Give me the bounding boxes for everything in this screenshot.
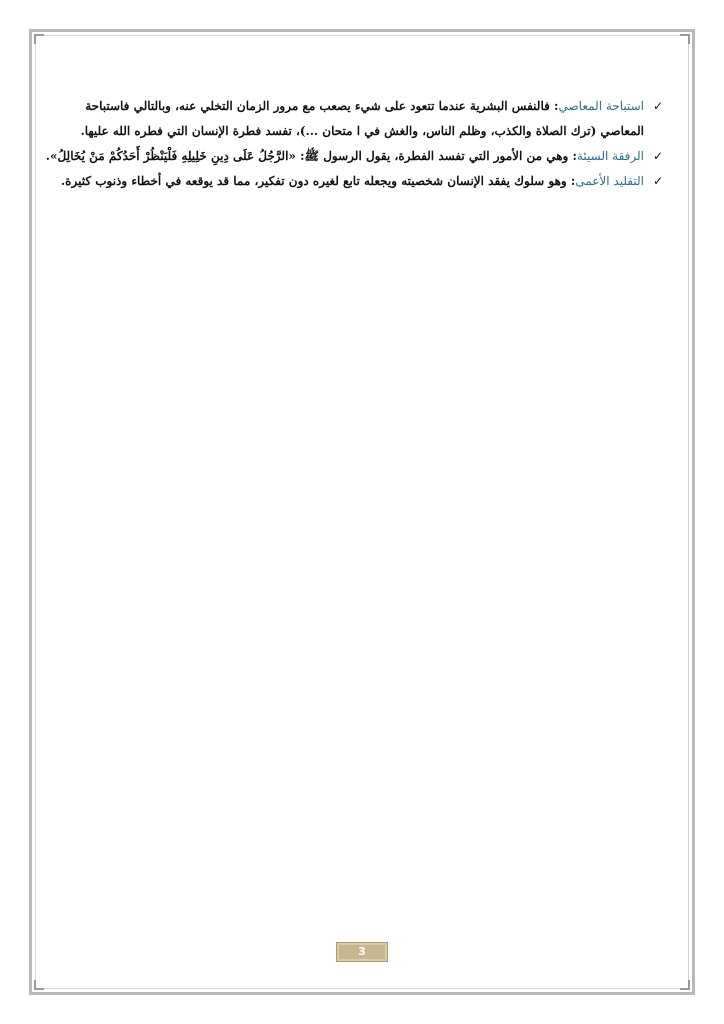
item-term: الرفقة السيئة [576, 149, 644, 163]
list-item [40, 144, 666, 169]
page-number-badge: 3 [336, 942, 388, 962]
item-term: استباحة المعاصي [558, 99, 644, 113]
corner-ornament-bottom-right [680, 980, 690, 990]
item-text: : فالنفس البشرية عندما تتعود على شيء يصعب مع مرور الزمان التخلي عنه، وبالتالي فاستباحة المعاصي (ترك الصلاة والكذب، وظلم الناس، والغش في ا متحان ...)، تفسد فطرة الإنسان التي فطره الله عليها. [80, 99, 644, 138]
checkmark-icon: ✓ [652, 174, 664, 188]
corner-ornament-bottom-left [34, 980, 44, 990]
list-item [40, 169, 666, 194]
item-text: : وهو سلوك يفقد الإنسان شخصيته ويجعله تابع لغيره دون تفكير، مما قد يوقعه في أخطاء وذنوب كثيرة. [61, 174, 576, 188]
item-text: : وهي من الأمور التي تفسد الفطرة، يقول الرسول ﷺ: «الرَّجُلُ عَلَى دِينِ خَلِيلِهِ فَلْيَنْظُرْ أَحَدُكُمْ مَنْ يُخَالِلُ». [45, 149, 577, 163]
corner-ornament-top-left [34, 34, 44, 44]
checkmark-icon: ✓ [652, 99, 664, 113]
document-body [40, 94, 666, 194]
item-term: التقليد الأعمى [575, 174, 644, 188]
checkmark-icon: ✓ [652, 149, 664, 163]
list-item [40, 94, 666, 144]
corner-ornament-top-right [680, 34, 690, 44]
